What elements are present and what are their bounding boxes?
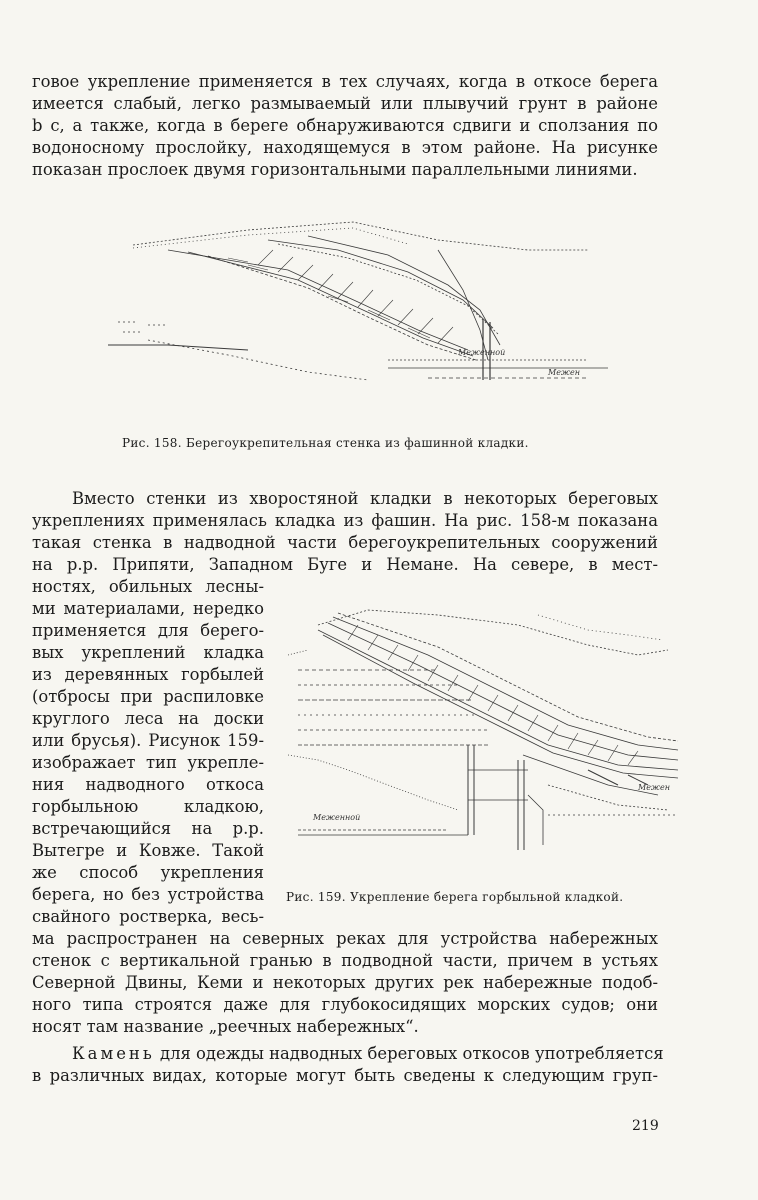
text-line: говое укрепление применяется в тех случаях, когда в откосе берега xyxy=(32,72,658,91)
figure-158-illustration xyxy=(108,210,608,400)
text-line: ностях, обильных лесны- xyxy=(32,577,264,596)
narrow-column-text xyxy=(32,576,264,928)
text-line: водоносному прослойку, находящемуся в этом районе. На рисунке xyxy=(32,138,658,157)
page-number: 219 xyxy=(632,1118,659,1134)
text-line: ного типа строятся даже для глубокосидящих морских судов; они xyxy=(32,995,658,1014)
text-line: показан прослоек двумя горизонтальными параллельными линиями. xyxy=(32,160,638,179)
text-line: ма распространен на северных реках для устройства набережных xyxy=(32,929,658,948)
text-line: укреплениях применялась кладка из фашин. На рис. 158-м показана xyxy=(32,511,658,530)
text-line: свайного ростверка, весь- xyxy=(32,907,264,926)
text-line: стенок с вертикальной гранью в подводной части, причем в устьях xyxy=(32,951,658,970)
text-line: ния надводного откоса xyxy=(32,775,264,794)
text-line: из деревянных горбылей xyxy=(32,665,264,684)
text-line: применяется для берего- xyxy=(32,621,264,640)
paragraph-3 xyxy=(32,928,658,1038)
text-line: круглого леса на доски xyxy=(32,709,264,728)
text-line xyxy=(32,1043,664,1065)
text-fragment: для одежды надводных береговых откосов употребляется xyxy=(154,1044,664,1063)
figure-159-illustration xyxy=(288,595,683,870)
text-line: в различных видах, которые могут быть сведены к следующим груп- xyxy=(32,1066,658,1085)
figure-158-label: Межен xyxy=(548,368,581,377)
text-line: Вместо стенки из хворостяной кладки в некоторых береговых xyxy=(72,489,658,508)
figure-158-label: Меженной xyxy=(458,348,506,357)
text-line: же способ укрепления xyxy=(32,863,264,882)
emphasized-word: Камень xyxy=(72,1044,155,1063)
text-line: Вытегре и Ковже. Такой xyxy=(32,841,264,860)
figure-159-caption: Рис. 159. Укрепление берега горбыльной кладкой. xyxy=(286,890,624,904)
figure-159-label: Меженной xyxy=(313,813,361,822)
text-line: горбыльною кладкою, xyxy=(32,797,264,816)
text-line: b c, а также, когда в береге обнаруживаются сдвиги и сползания по xyxy=(32,116,658,135)
text-line: ми материалами, нередко xyxy=(32,599,264,618)
text-line: вых укреплений кладка xyxy=(32,643,264,662)
paragraph-4 xyxy=(32,1043,664,1087)
text-line: изображает тип укрепле- xyxy=(32,753,264,772)
figure-159-label: Межен xyxy=(638,783,671,792)
text-line: на р.р. Припяти, Западном Буге и Немане. На севере, в мест- xyxy=(32,555,658,574)
text-line: такая стенка в надводной части берегоукрепительных сооружений xyxy=(32,533,658,552)
text-line: встречающийся на р.р. xyxy=(32,819,264,838)
text-line: или брусья). Рисунок 159- xyxy=(32,731,264,750)
text-line: (отбросы при распиловке xyxy=(32,687,264,706)
text-line: Северной Двины, Кеми и некоторых других рек набережные подоб- xyxy=(32,973,658,992)
paragraph-2 xyxy=(32,488,658,576)
figure-158-caption: Рис. 158. Берегоукрепительная стенка из фашинной кладки. xyxy=(122,436,529,450)
text-line: берега, но без устройства xyxy=(32,885,264,904)
text-line: имеется слабый, легко размываемый или плывучий грунт в районе xyxy=(32,94,658,113)
intro-paragraph xyxy=(32,71,658,181)
text-line: носят там название „реечных набережных“. xyxy=(32,1017,419,1036)
